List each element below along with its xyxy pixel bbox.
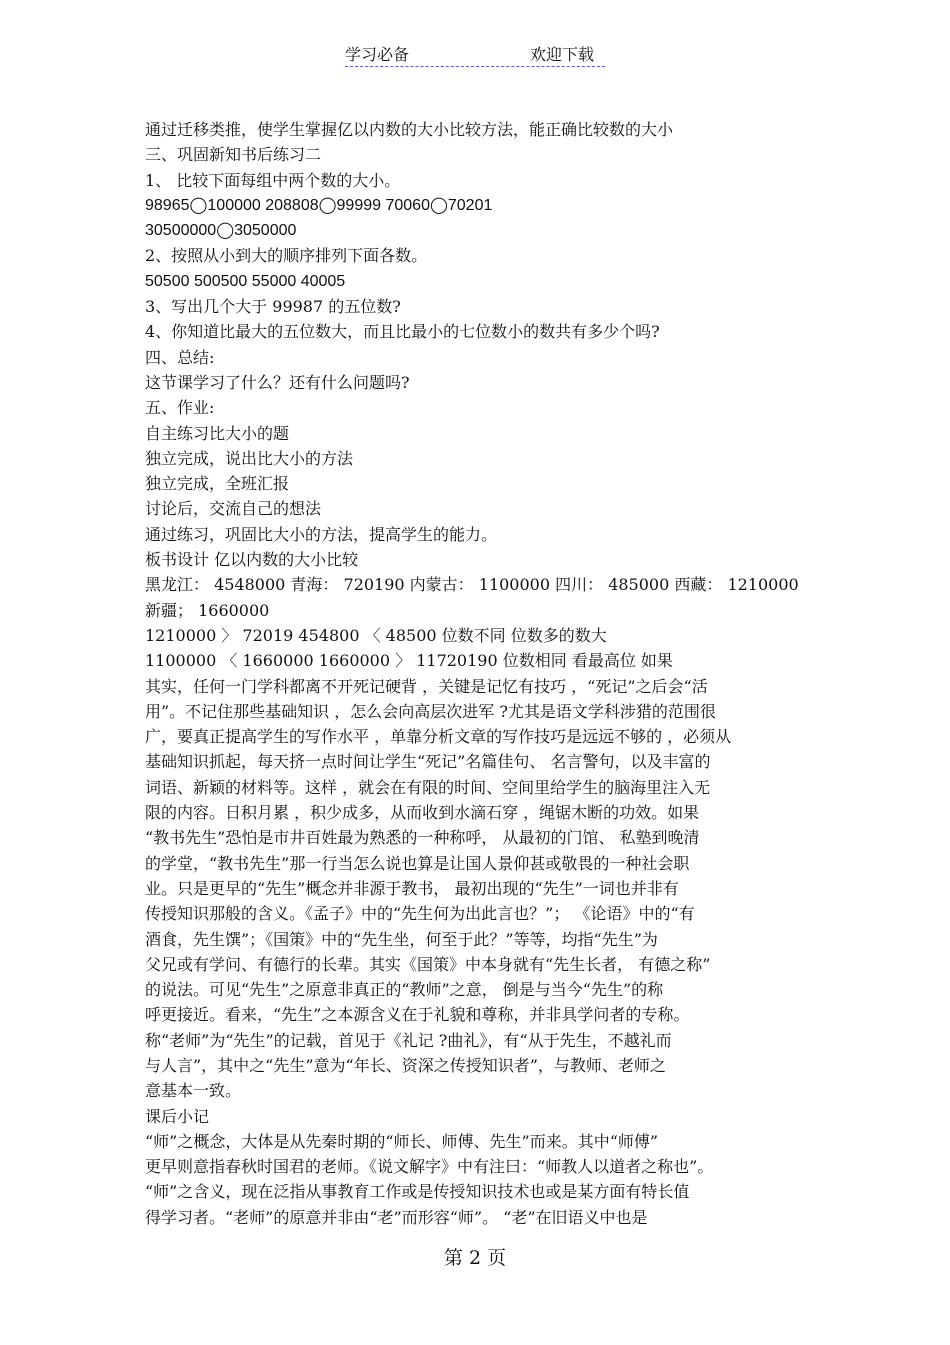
number-line: 98965◯100000 208808◯99999 70060◯70201 bbox=[145, 196, 493, 214]
text-line: 2、按照从小到大的顺序排列下面各数。 bbox=[145, 246, 428, 266]
text-line: “师”之概念，大体是从先秦时期的“师长、师傅、先生”而来。其中“师傅” bbox=[145, 1131, 659, 1151]
text-line: 业。只是更早的“先生”概念并非源于教书， 最初出现的“先生”一词也并非有 bbox=[145, 878, 679, 898]
text-line: 呼更接近。看来，“先生”之本源含义在于礼貌和尊称，并非具学问者的专称。 bbox=[145, 1005, 690, 1025]
text-line: 讨论后，交流自己的想法 bbox=[145, 499, 322, 519]
text-line: 意基本一致。 bbox=[145, 1081, 242, 1101]
text-line: “师”之含义，现在泛指从事教育工作或是传授知识技术也或是某方面有特长值 bbox=[145, 1182, 690, 1202]
text-line: 的学堂，“教书先生”那一行当怎么说也算是让国人景仰甚或敬畏的一种社会职 bbox=[145, 853, 690, 873]
text-line: “教书先生”恐怕是市井百姓最为熟悉的一种称呼， 从最初的门馆、 私塾到晚清 bbox=[145, 828, 700, 848]
text-line: 通过练习，巩固比大小的方法，提高学生的能力。 bbox=[145, 524, 498, 544]
text-line: 更早则意指春秋时国君的老师。《说文解字》中有注曰：“师教人以道者之称也”。 bbox=[145, 1157, 714, 1177]
text-line: 限的内容。日积月累 ，积少成多，从而收到水滴石穿 ，绳锯木断的功效。如果 bbox=[145, 803, 700, 823]
text-line: 用”。不记住那些基础知识 ，怎么会向高层次进军 ?尤其是语文学科涉猎的范围很 bbox=[145, 701, 716, 721]
header-left-text: 学习必备 bbox=[345, 45, 410, 64]
text-line: 独立完成，全班汇报 bbox=[145, 474, 290, 494]
section-heading: 课后小记 bbox=[145, 1106, 210, 1126]
text-line: 的说法。可见“先生”之原意非真正的“教师”之意， 倒是与当今“先生”的称 bbox=[145, 980, 664, 1000]
text-line: 黑龙江： 4548000 青海： 720190 内蒙古： 1100000 四川： 485000 西藏： 1210000 bbox=[145, 575, 799, 595]
text-line: 广，要真正提高学生的写作水平 ，单靠分析文章的写作技巧是远远不够的 ，必须从 bbox=[145, 727, 732, 747]
text-line: 1100000 〈 1660000 1660000 〉 11720190 位数相同 看最高位 如果 bbox=[145, 651, 673, 671]
section-heading: 三、巩固新知书后练习二 bbox=[145, 145, 322, 165]
text-line: 父兄或有学问、有德行的长辈。其实《国策》中本身就有“先生长者， 有德之称” bbox=[145, 954, 711, 974]
text-line: 1210000 〉 72019 454800 〈 48500 位数不同 位数多的数大 bbox=[145, 625, 607, 645]
text-line: 3、写出几个大于 99987 的五位数? bbox=[145, 297, 401, 317]
text-line: 新疆； 1660000 bbox=[145, 600, 270, 620]
text-line: 1、 比较下面每组中两个数的大小。 bbox=[145, 170, 401, 190]
text-line: 通过迁移类推，使学生掌握亿以内数的大小比较方法，能正确比较数的大小 bbox=[145, 120, 674, 139]
number-line: 30500000◯3050000 bbox=[145, 222, 297, 240]
text-line: 独立完成，说出比大小的方法 bbox=[145, 448, 354, 468]
text-line: 酒食，先生馔”；《国策》中的“先生坐，何至于此？”等等，均指“先生”为 bbox=[145, 929, 658, 949]
text-line: 基础知识抓起，每天挤一点时间让学生“死记”名篇佳句、 名言警句，以及丰富的 bbox=[145, 752, 711, 772]
section-heading: 四、总结: bbox=[145, 347, 215, 367]
number-line: 50500 500500 55000 40005 bbox=[145, 272, 346, 290]
text-line: 其实，任何一门学科都离不开死记硬背 ，关键是记忆有技巧 ，“死记”之后会“活 bbox=[145, 676, 708, 696]
text-line: 得学习者。“老师”的原意并非由“老”而形容“师”。 “老”在旧语义中也是 bbox=[145, 1207, 648, 1227]
text-line: 板书设计 亿以内数的大小比较 bbox=[145, 550, 359, 570]
text-line: 传授知识那般的含义。《孟子》中的“先生何为出此言也？”； 《论语》中的“有 bbox=[145, 904, 695, 924]
text-line: 4、你知道比最大的五位数大，而且比最小的七位数小的数共有多少个吗? bbox=[145, 322, 660, 342]
document-body bbox=[145, 117, 845, 1230]
text-line: 这节课学习了什么？还有什么问题吗? bbox=[145, 372, 410, 392]
text-line: 与人言”，其中之“先生”意为“年长、资深之传授知识者”，与教师、老师之 bbox=[145, 1055, 666, 1075]
text-line: 称“老师”为“先生”的记载，首见于《礼记 ?曲礼》，有“从于先生，不越礼而 bbox=[145, 1030, 672, 1050]
header-right-text: 欢迎下载 bbox=[530, 45, 595, 64]
page-header bbox=[345, 40, 605, 67]
section-heading: 五、作业: bbox=[145, 398, 215, 418]
page-number: 第 2 页 bbox=[443, 1247, 507, 1269]
text-line: 自主练习比大小的题 bbox=[145, 423, 290, 443]
text-line: 词语、新颖的材料等。这样 ，就会在有限的时间、空间里给学生的脑海里注入无 bbox=[145, 777, 711, 797]
